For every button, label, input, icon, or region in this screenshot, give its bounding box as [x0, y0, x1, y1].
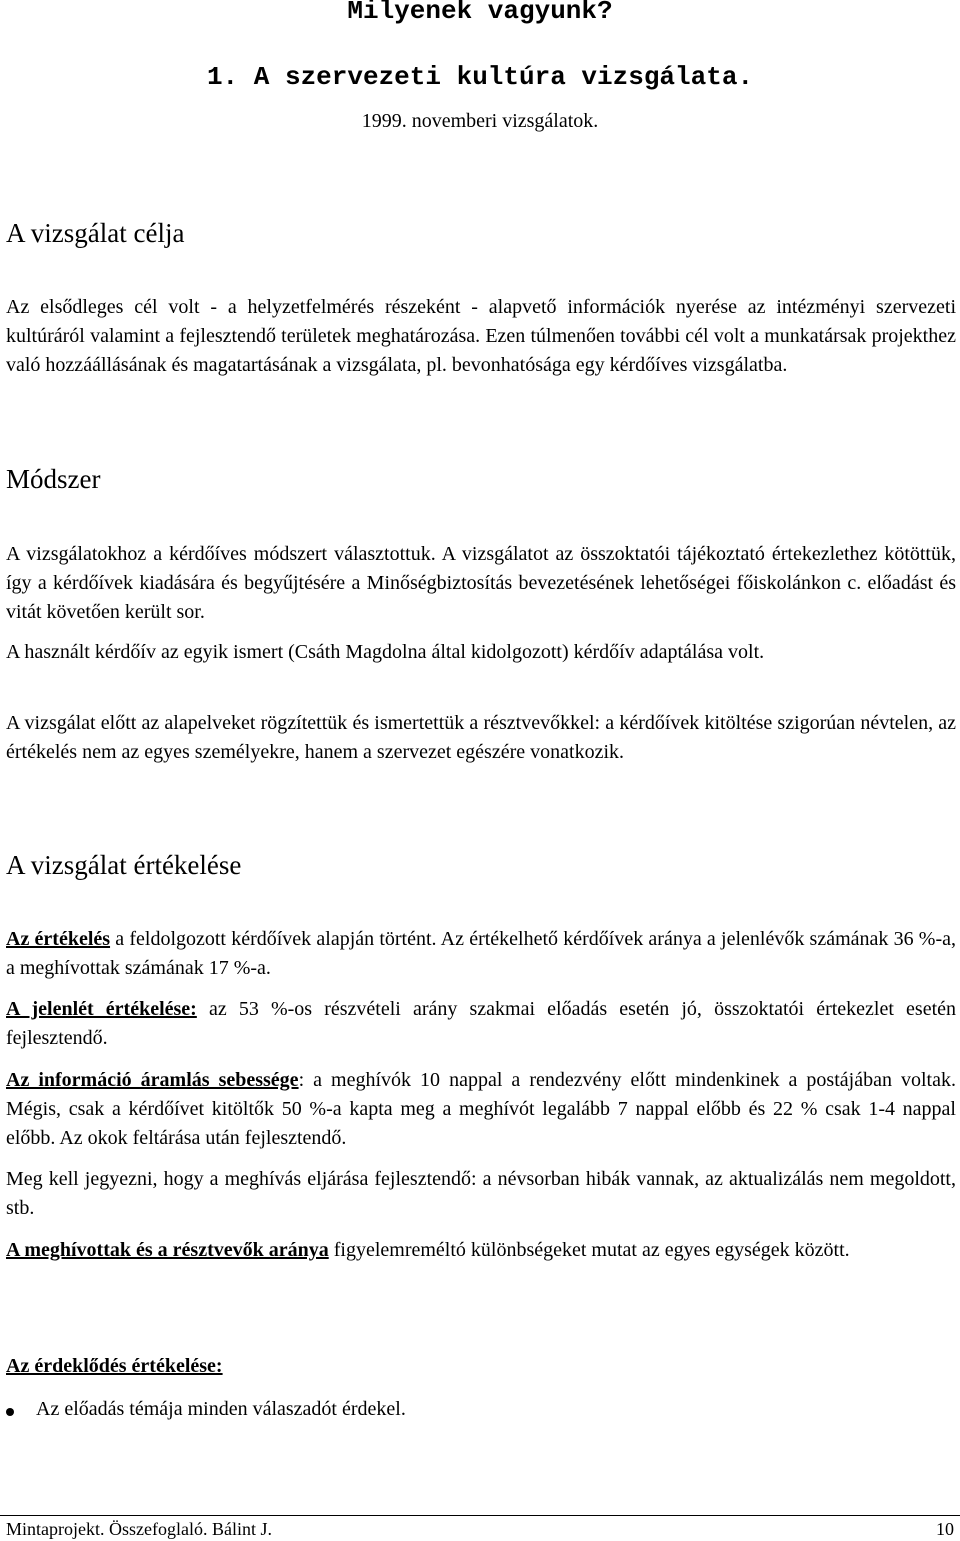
paragraph-ertekeles-4: Meg kell jegyezni, hogy a meghívás eljárása fejlesztendő: a névsorban hibák vannak, az aktualizálás nem megoldott, stb.	[6, 1168, 956, 1219]
paragraph-modszer-1: A vizsgálatokhoz a kérdőíves módszert választottuk. A vizsgálatot az összoktatói tájékoztató értekezlethez kötöttük, így a kérdőívek kiadására és begyűjtésére a Minőségbiztosítás bevezetésének lehetőségei főiskolánkon c. előadást és vitát követően került sor.	[6, 543, 956, 623]
paragraph-cel: Az elsődleges cél volt - a helyzetfelmérés részeként - alapvető információk nyerése az intézményi szervezeti kultúráról valamint a fejlesztendő területek meghatározása. Ezen túlmenően további cél volt a munkatársak projekthez való hozzáállásának és magatartásának a vizsgálata, pl. bevonhatósága egy kérdőíves vizsgálatba.	[6, 296, 956, 376]
footer-divider	[0, 1515, 960, 1516]
heading-modszer: Módszer	[6, 464, 101, 494]
term-ertekeles: Az értékelés	[6, 928, 111, 950]
heading-cel: A vizsgálat célja	[6, 218, 185, 248]
text-ertekeles-3: : a meghívók 10 nappal a rendezvény előtt mindenkinek a postájában voltak. Mégis, csak a kérdőívet kitöltők 50 %-a kapta meg a meghívót legalább 7 nappal előbb és 22 % csak 1-4 nappal előbb. Az okok feltárása után fejlesztendő.	[6, 1069, 956, 1149]
paragraph-modszer-3: A vizsgálat előtt az alapelveket rögzítettük és ismertettük a résztvevőkkel: a kérdőívek kitöltése szigorúan névtelen, az értékelés nem az egyes személyekre, hanem a szervezet egészére vonatkozik.	[6, 712, 956, 763]
footer-text: Mintaprojekt. Összefoglaló. Bálint J.	[6, 1519, 272, 1539]
term-meghivottak: A meghívottak és a résztvevők aránya	[6, 1239, 329, 1261]
page-title: Milyenek vagyunk?	[347, 0, 613, 26]
heading-erdeklodes: Az érdeklődés értékelése:	[6, 1355, 223, 1377]
paragraph-ertekeles-5	[6, 1236, 956, 1265]
paragraph-ertekeles-3	[6, 1066, 956, 1153]
date-line: 1999. novemberi vizsgálatok.	[361, 110, 599, 132]
term-jelenlet: A jelenlét értékelése:	[6, 998, 197, 1020]
paragraph-ertekeles-2	[6, 995, 956, 1053]
text-ertekeles-1: a feldolgozott kérdőívek alapján történt. Az értékelhető kérdőívek aránya a jelenlévők számának 36 %-a, a meghívottak számának 17 %-a.	[6, 928, 957, 979]
heading-ertekeles: A vizsgálat értékelése	[6, 850, 242, 880]
term-informacio: Az információ áramlás sebessége	[6, 1069, 299, 1091]
text-ertekeles-5: figyelemreméltó különbségeket mutat az egyes egységek között.	[328, 1239, 850, 1261]
text-ertekeles-2: az 53 %-os részvételi arány szakmai előadás esetén jó, összoktatói értekezlet esetén fejlesztendő.	[6, 998, 957, 1049]
page-subtitle: 1. A szervezeti kultúra vizsgálata.	[206, 62, 754, 92]
page-number: 10	[936, 1519, 954, 1539]
paragraph-ertekeles-1	[6, 925, 956, 983]
list-item: Az előadás témája minden válaszadót érdekel.	[36, 1398, 406, 1420]
paragraph-modszer-2: A használt kérdőív az egyik ismert (Csáth Magdolna által kidolgozott) kérdőív adaptálása volt.	[6, 641, 765, 663]
bullet-dot-icon	[6, 1408, 14, 1416]
